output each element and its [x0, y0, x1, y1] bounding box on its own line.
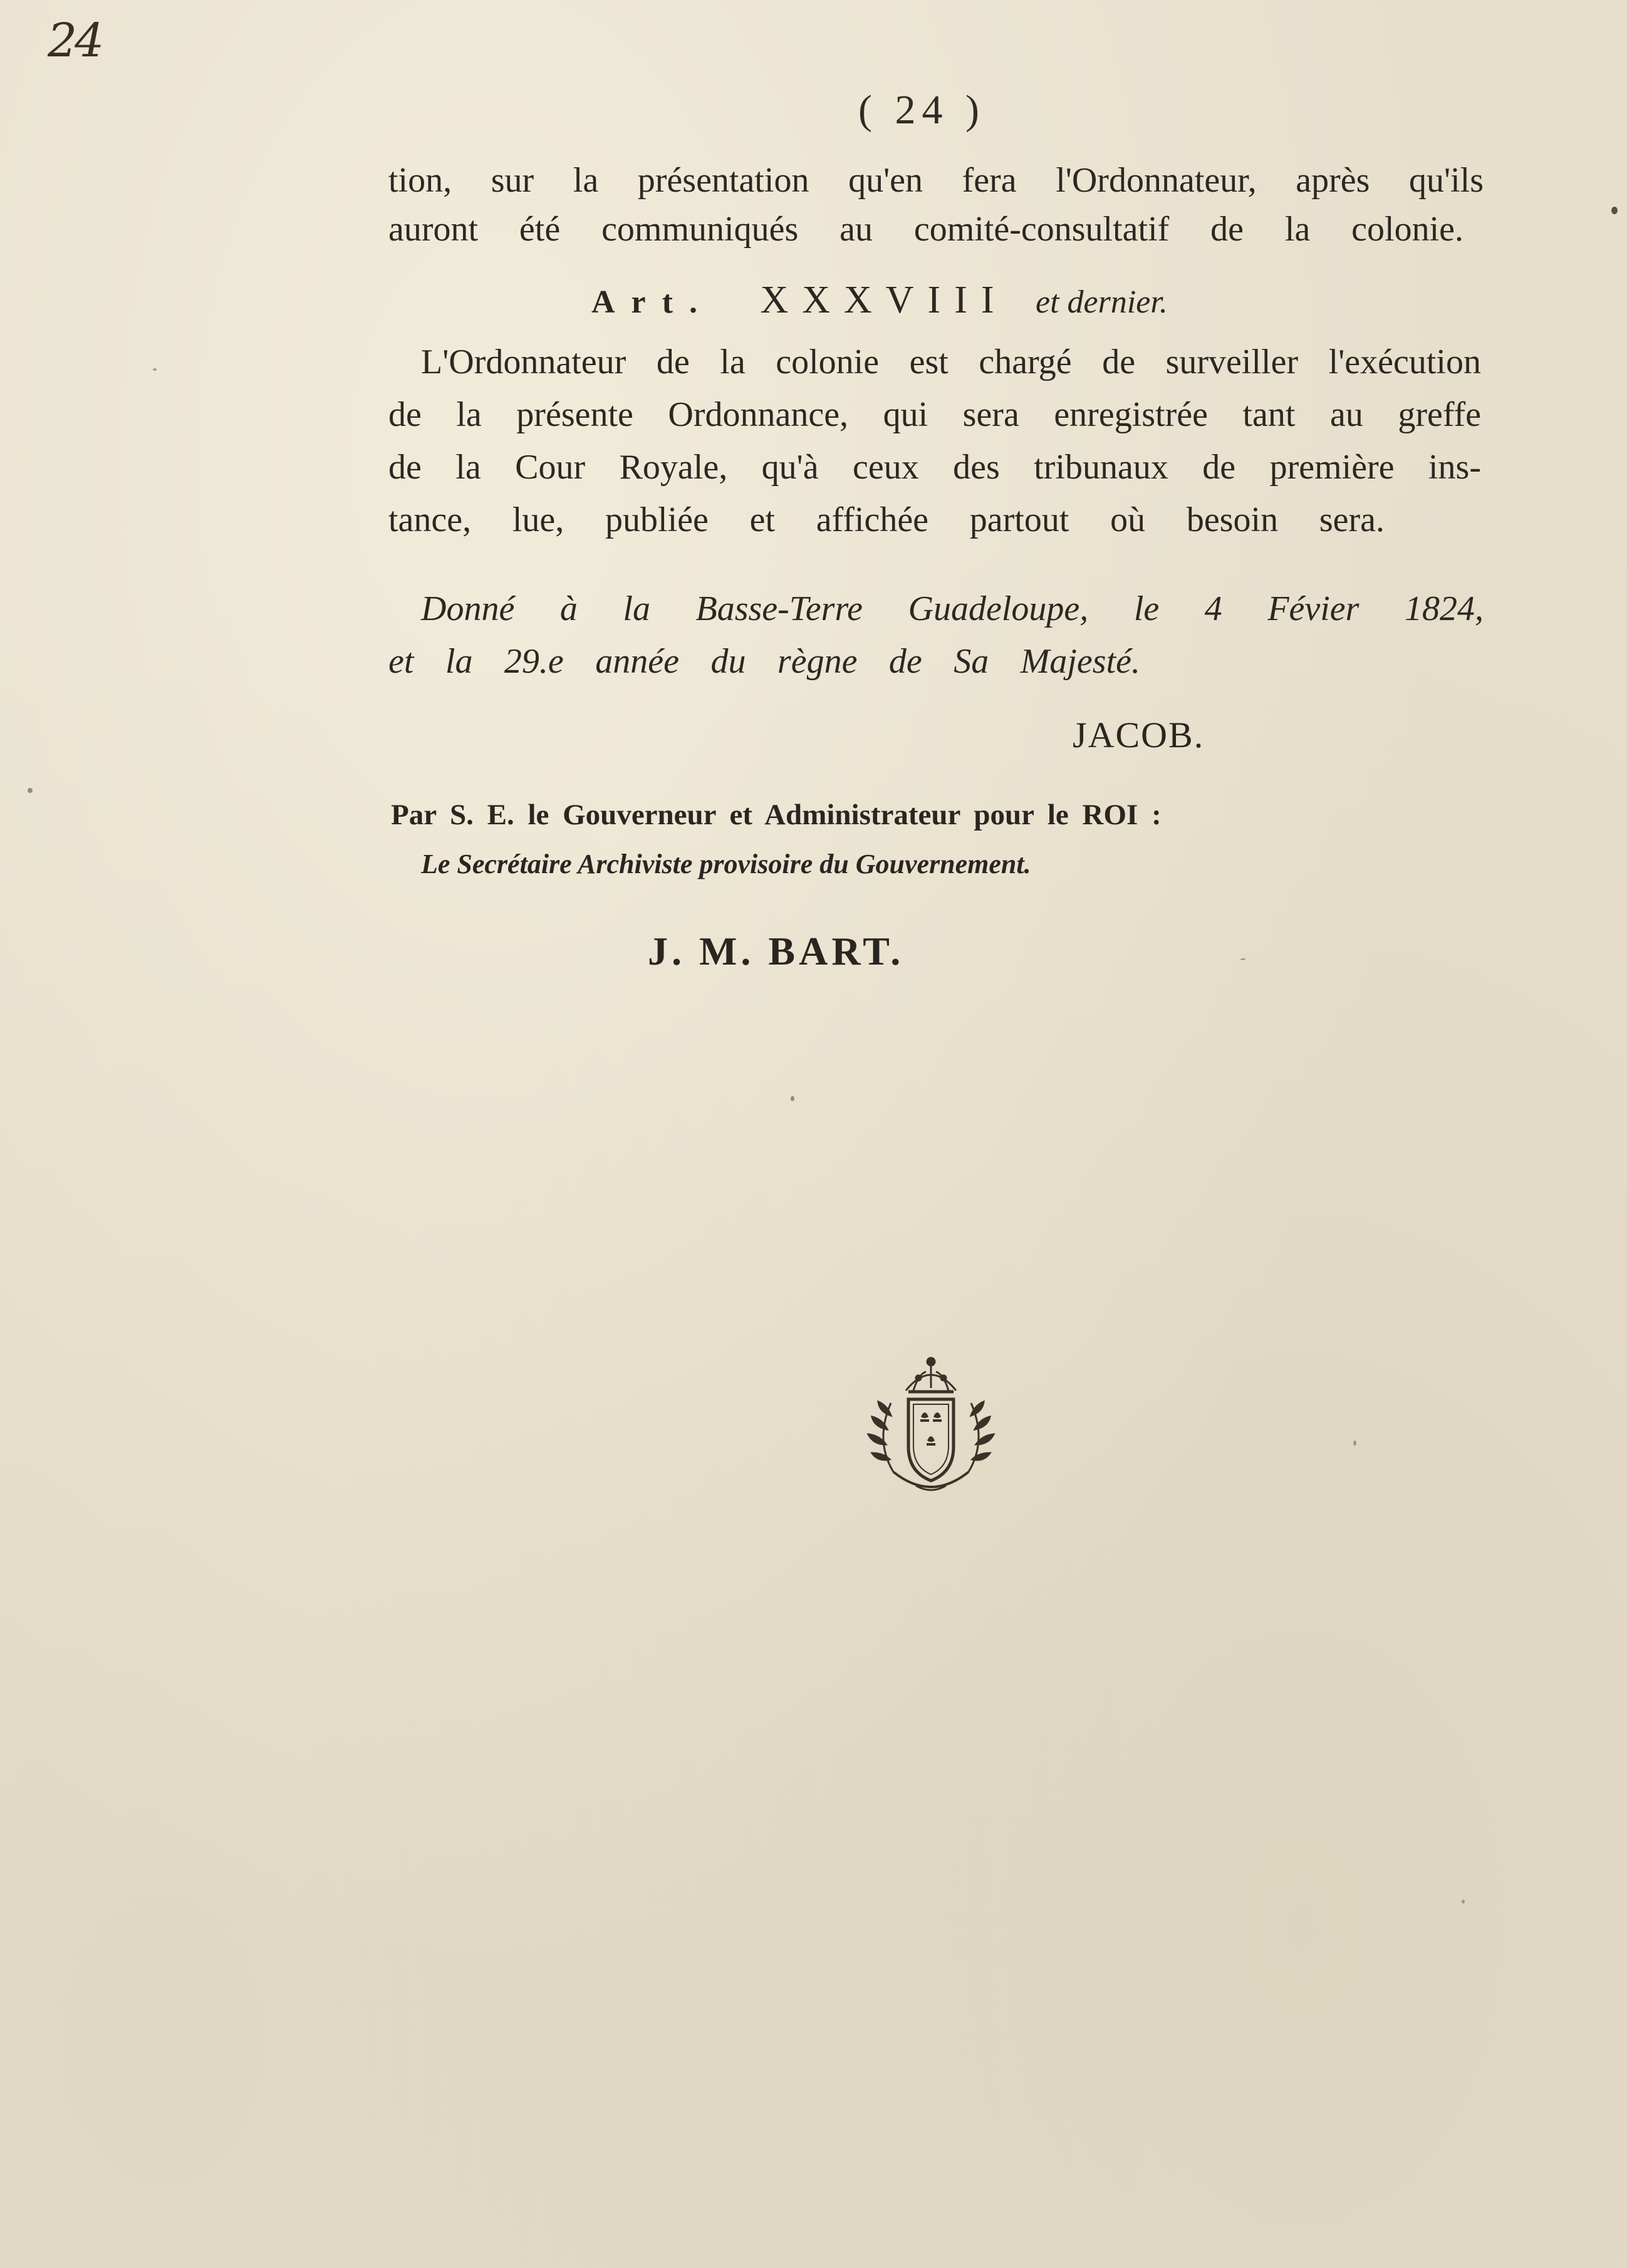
countersignature: J. M. BART. [648, 929, 905, 973]
paragraph-1-line-2: auront été communiqués au comité-consultatif de la colonie. [388, 210, 1463, 249]
paragraph-2-line-1: L'Ordonnateur de la colonie est chargé de surveiller l'exécution [421, 343, 1481, 381]
paper-speck [153, 368, 157, 371]
paragraph-1-line-1: tion, sur la présentation qu'en fera l'Ordonnateur, après qu'ils [388, 161, 1484, 200]
reverse-side-bleed-through [388, 676, 1453, 732]
article-suffix: et dernier. [1036, 284, 1168, 320]
page-number: ( 24 ) [858, 87, 985, 133]
article-label: Art. [591, 284, 714, 320]
paper-speck [28, 788, 33, 793]
article-heading [591, 278, 1168, 323]
paper-speck [1353, 1441, 1356, 1446]
paragraph-2-line-4: tance, lue, publiée et affichée partout où besoin sera. [388, 500, 1385, 539]
secretary-line: Le Secrétaire Archiviste provisoire du Gouvernement. [421, 849, 1031, 879]
paper-speck [1462, 1900, 1465, 1903]
article-number: XXXVIII [760, 279, 1008, 321]
dated-line-2: et la 29.e année du règne de Sa Majesté. [388, 642, 1140, 681]
paper-speck [1240, 958, 1245, 960]
paragraph-2-line-2: de la présente Ordonnance, qui sera enregistrée tant au greffe [388, 395, 1481, 434]
dated-line-1: Donné à la Basse-Terre Guadeloupe, le 4 Févier 1824, [421, 589, 1484, 628]
royal-coat-of-arms-icon [856, 1347, 1006, 1509]
signature: JACOB. [1073, 715, 1205, 755]
authority-line: Par S. E. le Gouverneur et Administrateur pour le ROI : [391, 799, 1162, 831]
paper-speck [1611, 207, 1618, 214]
paper-speck [791, 1096, 794, 1101]
paragraph-2-line-3: de la Cour Royale, qu'à ceux des tribunaux de première ins- [388, 448, 1481, 487]
manuscript-folio-number: 24 [48, 14, 102, 68]
